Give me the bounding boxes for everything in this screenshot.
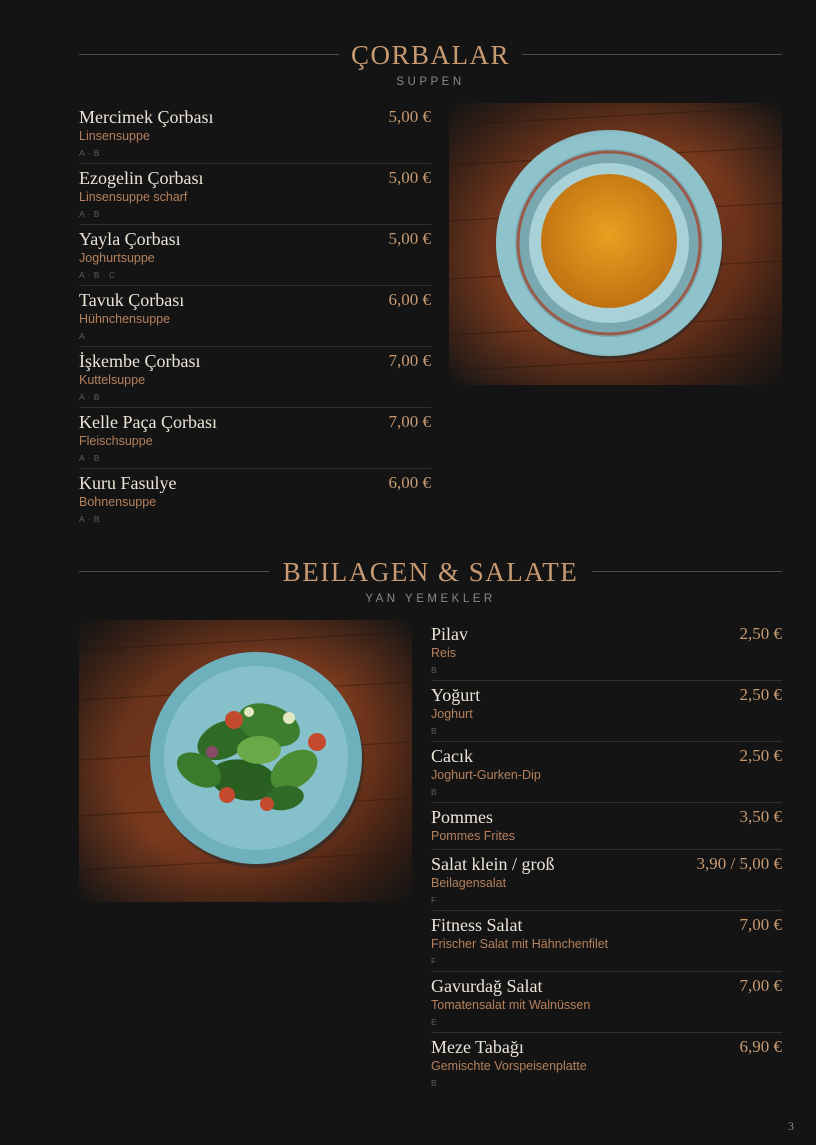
item-desc: Gemischte Vorspeisenplatte	[431, 1059, 587, 1073]
item-price: 7,00 €	[388, 351, 431, 370]
item-name: Ezogelin Çorbası	[79, 168, 204, 188]
item-allergens: F	[431, 895, 437, 905]
sides-subtitle: YAN YEMEKLER	[365, 593, 496, 605]
sides-title: BEILAGEN & SALATE	[282, 557, 579, 587]
item-price: 2,50 €	[739, 685, 782, 704]
item-price: 7,00 €	[388, 412, 431, 431]
item-desc: Bohnensuppe	[79, 495, 157, 509]
menu-item	[431, 803, 782, 850]
menu-item	[79, 347, 431, 408]
menu-item	[431, 850, 782, 911]
menu-item	[79, 408, 431, 469]
sides-list	[431, 620, 782, 1094]
item-name: Kuru Fasulye	[79, 473, 177, 493]
item-allergens: A · B · C	[79, 270, 116, 280]
item-allergens: B	[431, 726, 438, 736]
item-desc: Kuttelsuppe	[79, 373, 146, 387]
menu-item	[431, 972, 782, 1033]
item-allergens: A	[79, 331, 86, 341]
item-price: 2,50 €	[739, 746, 782, 765]
item-name: Mercimek Çorbası	[79, 107, 214, 127]
item-allergens: A · B	[79, 148, 100, 158]
menu-item	[431, 681, 782, 742]
item-name: Pilav	[431, 624, 469, 644]
soups-subtitle: SUPPEN	[396, 76, 465, 88]
item-price: 2,50 €	[739, 624, 782, 643]
item-allergens: A · B	[79, 209, 100, 219]
item-name: Salat klein / groß	[431, 854, 555, 874]
soups-list	[79, 103, 431, 530]
salad-photo	[79, 620, 412, 902]
item-price: 3,90 / 5,00 €	[696, 854, 782, 873]
item-price: 7,00 €	[739, 976, 782, 995]
item-name: İşkembe Çorbası	[79, 351, 201, 371]
item-price: 5,00 €	[388, 168, 431, 187]
item-desc: Joghurt-Gurken-Dip	[431, 768, 541, 782]
item-allergens: A · B	[79, 514, 100, 524]
item-price: 6,90 €	[739, 1037, 782, 1056]
item-desc: Joghurtsuppe	[79, 251, 155, 265]
item-allergens: F	[431, 956, 437, 966]
item-price: 6,00 €	[388, 290, 431, 309]
item-price: 5,00 €	[388, 229, 431, 248]
sides-header	[79, 557, 782, 612]
item-name: Yoğurt	[431, 685, 481, 705]
item-name: Kelle Paça Çorbası	[79, 412, 217, 432]
menu-item	[431, 620, 782, 681]
item-price: 5,00 €	[388, 107, 431, 126]
menu-item	[431, 742, 782, 803]
item-price: 7,00 €	[739, 915, 782, 934]
item-desc: Hühnchensuppe	[79, 312, 171, 326]
item-name: Fitness Salat	[431, 915, 523, 935]
menu-item	[79, 225, 431, 286]
item-desc: Beilagensalat	[431, 876, 507, 890]
item-name: Yayla Çorbası	[79, 229, 181, 249]
item-allergens: B	[431, 1078, 438, 1088]
menu-item	[79, 469, 431, 530]
item-name: Cacık	[431, 746, 473, 766]
item-name: Pommes	[431, 807, 494, 827]
item-allergens: E	[431, 1017, 438, 1027]
item-price: 6,00 €	[388, 473, 431, 492]
menu-item	[79, 103, 431, 164]
item-name: Tavuk Çorbası	[79, 290, 185, 310]
menu-item	[431, 911, 782, 972]
item-desc: Joghurt	[431, 707, 473, 721]
item-allergens: B	[431, 665, 438, 675]
soup-photo	[449, 103, 782, 385]
item-name: Meze Tabağı	[431, 1037, 524, 1057]
menu-item	[431, 1033, 782, 1094]
item-allergens: A · B	[79, 453, 100, 463]
menu-item	[79, 286, 431, 347]
soups-header	[79, 40, 782, 95]
item-desc: Linsensuppe scharf	[79, 190, 188, 204]
item-desc: Fleischsuppe	[79, 434, 153, 448]
soups-title: ÇORBALAR	[350, 40, 511, 70]
page-number: 3	[788, 1119, 794, 1133]
item-desc: Pommes Frites	[431, 829, 516, 843]
item-name: Gavurdağ Salat	[431, 976, 543, 996]
item-allergens: B	[431, 787, 438, 797]
item-price: 3,50 €	[739, 807, 782, 826]
item-desc: Reis	[431, 646, 457, 660]
item-desc: Linsensuppe	[79, 129, 150, 143]
item-desc: Tomatensalat mit Walnüssen	[431, 998, 591, 1012]
item-allergens: A · B	[79, 392, 100, 402]
item-desc: Frischer Salat mit Hähnchenfilet	[431, 937, 609, 951]
menu-item	[79, 164, 431, 225]
